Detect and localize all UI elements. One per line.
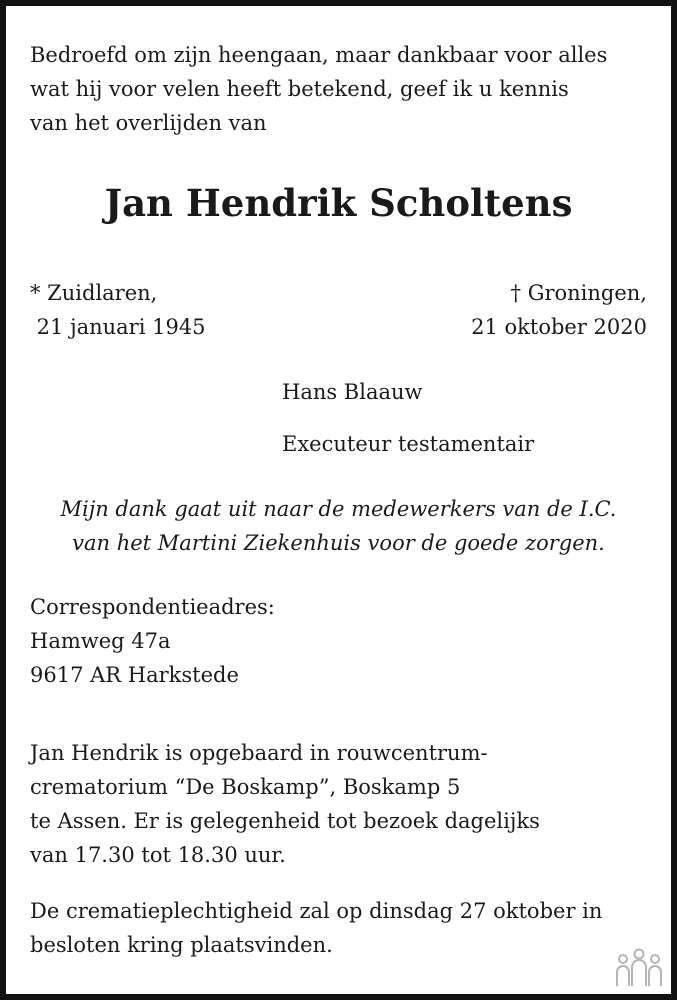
intro-paragraph [30, 38, 607, 140]
ceremony-line-1: De crematieplechtigheid zal op dinsdag 27 oktober in [30, 899, 603, 923]
death-place: † Groningen, [510, 281, 647, 305]
viewing-line-1: Jan Hendrik is opgebaard in rouwcentrum- [30, 741, 488, 765]
viewing-line-4: van 17.30 tot 18.30 uur. [30, 843, 286, 867]
birth-place: * Zuidlaren, [30, 281, 158, 305]
address-label: Correspondentieadres: [30, 595, 275, 619]
ceremony-info [30, 894, 602, 962]
people-group-icon [615, 946, 663, 988]
birth-date: 21 januari 1945 [30, 315, 206, 339]
death-date: 21 oktober 2020 [471, 315, 647, 339]
correspondence-address [30, 590, 275, 692]
intro-line-3: van het overlijden van [30, 111, 267, 135]
thanks-line-1: Mijn dank gaat uit naar de medewerkers van de I.C. [60, 497, 617, 521]
birth-info [30, 276, 206, 344]
executor-role: Executeur testamentair [282, 432, 535, 456]
viewing-info [30, 736, 540, 872]
address-street: Hamweg 47a [30, 629, 171, 653]
thanks-message [0, 492, 677, 560]
address-city: 9617 AR Harkstede [30, 663, 239, 687]
viewing-line-2: crematorium “De Boskamp”, Boskamp 5 [30, 775, 461, 799]
intro-line-2: wat hij voor velen heeft betekend, geef ik u kennis [30, 77, 569, 101]
viewing-line-3: te Assen. Er is gelegenheid tot bezoek dagelijks [30, 809, 540, 833]
ceremony-line-2: besloten kring plaatsvinden. [30, 933, 333, 957]
deceased-name: Jan Hendrik Scholtens [104, 181, 573, 225]
executor-name: Hans Blaauw [282, 380, 423, 404]
thanks-line-2: van het Martini Ziekenhuis voor de goede zorgen. [72, 531, 605, 555]
intro-line-1: Bedroefd om zijn heengaan, maar dankbaar voor alles [30, 43, 608, 67]
death-info [471, 276, 647, 344]
executor-signature [282, 366, 534, 470]
